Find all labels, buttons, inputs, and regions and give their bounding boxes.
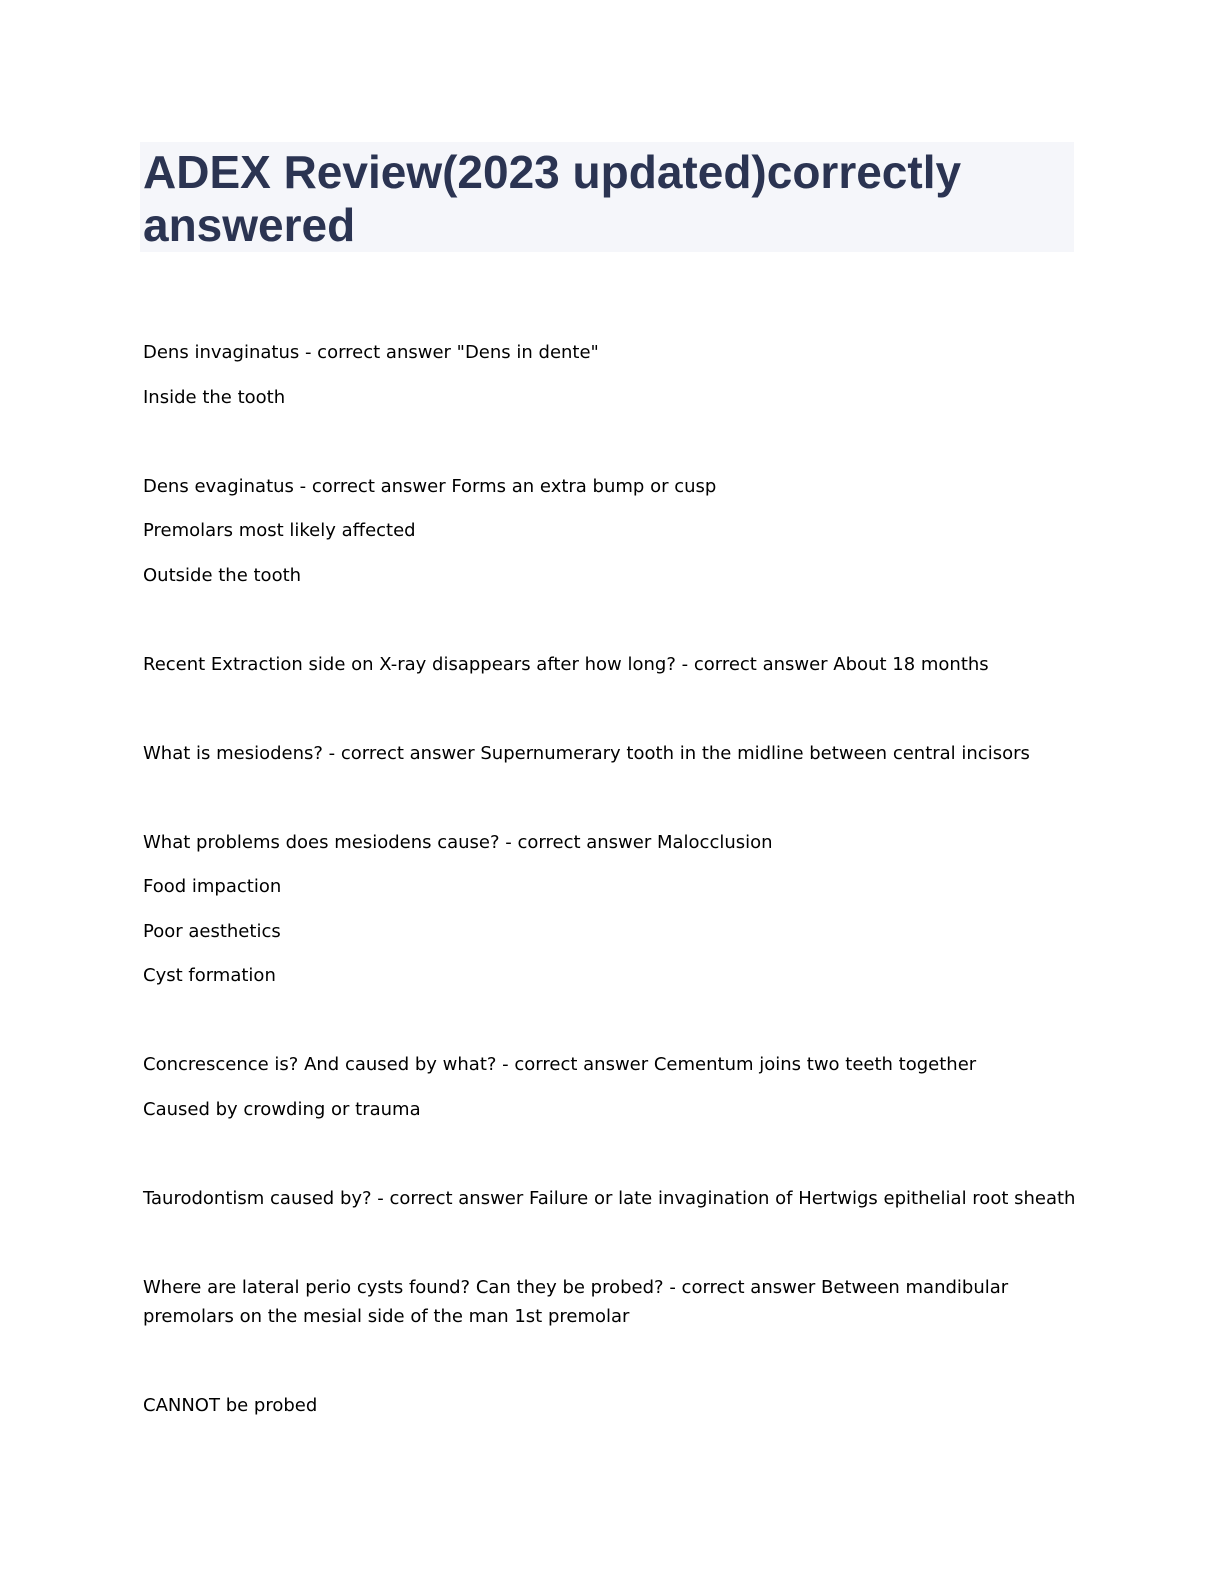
qa-block: [143, 650, 1083, 679]
text-line: Taurodontism caused by? - correct answer Failure or late invagination of Hertwigs epithelial root sheath: [143, 1187, 1076, 1209]
qa-block: [143, 338, 1083, 412]
text-line: What is mesiodens? - correct answer Supernumerary tooth in the midline between central incisors: [143, 742, 1030, 764]
text-line: Inside the tooth: [143, 386, 286, 408]
block-spacer: [143, 1006, 1083, 1051]
qa-block: [143, 1391, 1083, 1420]
text-line: Where are lateral perio cysts found? Can they be probed? - correct answer Between mandibular premolars on the mesial side of the man 1st premolar: [143, 1276, 1009, 1327]
block-spacer: [143, 605, 1083, 650]
document-title: ADEX Review(2023 updated)correctly answered: [143, 146, 962, 251]
text-line: Outside the tooth: [143, 564, 302, 586]
qa-block: [143, 1050, 1083, 1124]
block-spacer: [143, 783, 1083, 828]
qa-block: [143, 828, 1083, 991]
qa-block: [143, 1273, 1083, 1331]
block-spacer: [143, 1346, 1083, 1391]
block-spacer: [143, 1228, 1083, 1273]
text-line: Dens invaginatus - correct answer "Dens in dente": [143, 342, 599, 363]
text-line: Dens evaginatus - correct answer Forms an extra bump or cusp: [143, 475, 717, 497]
text-line: What problems does mesiodens cause? - correct answer Malocclusion: [143, 831, 773, 853]
text-line: Concrescence is? And caused by what? - correct answer Cementum joins two teeth together: [143, 1054, 977, 1075]
qa-block: [143, 1184, 1083, 1213]
block-spacer: [143, 1139, 1083, 1184]
title-block: [140, 142, 1074, 252]
block-spacer: [143, 427, 1083, 472]
text-line: Premolars most likely affected: [143, 520, 416, 541]
document-body: [143, 338, 1083, 1435]
text-line: Caused by crowding or trauma: [143, 1098, 421, 1120]
text-line: Recent Extraction side on X-ray disappears after how long? - correct answer About 18 months: [143, 653, 989, 675]
text-line: Food impaction: [143, 876, 282, 897]
block-spacer: [143, 694, 1083, 739]
text-line: Poor aesthetics: [143, 920, 281, 942]
text-line: CANNOT be probed: [143, 1394, 318, 1416]
text-line: Cyst formation: [143, 965, 276, 986]
qa-block: [143, 472, 1083, 590]
qa-block: [143, 739, 1083, 768]
